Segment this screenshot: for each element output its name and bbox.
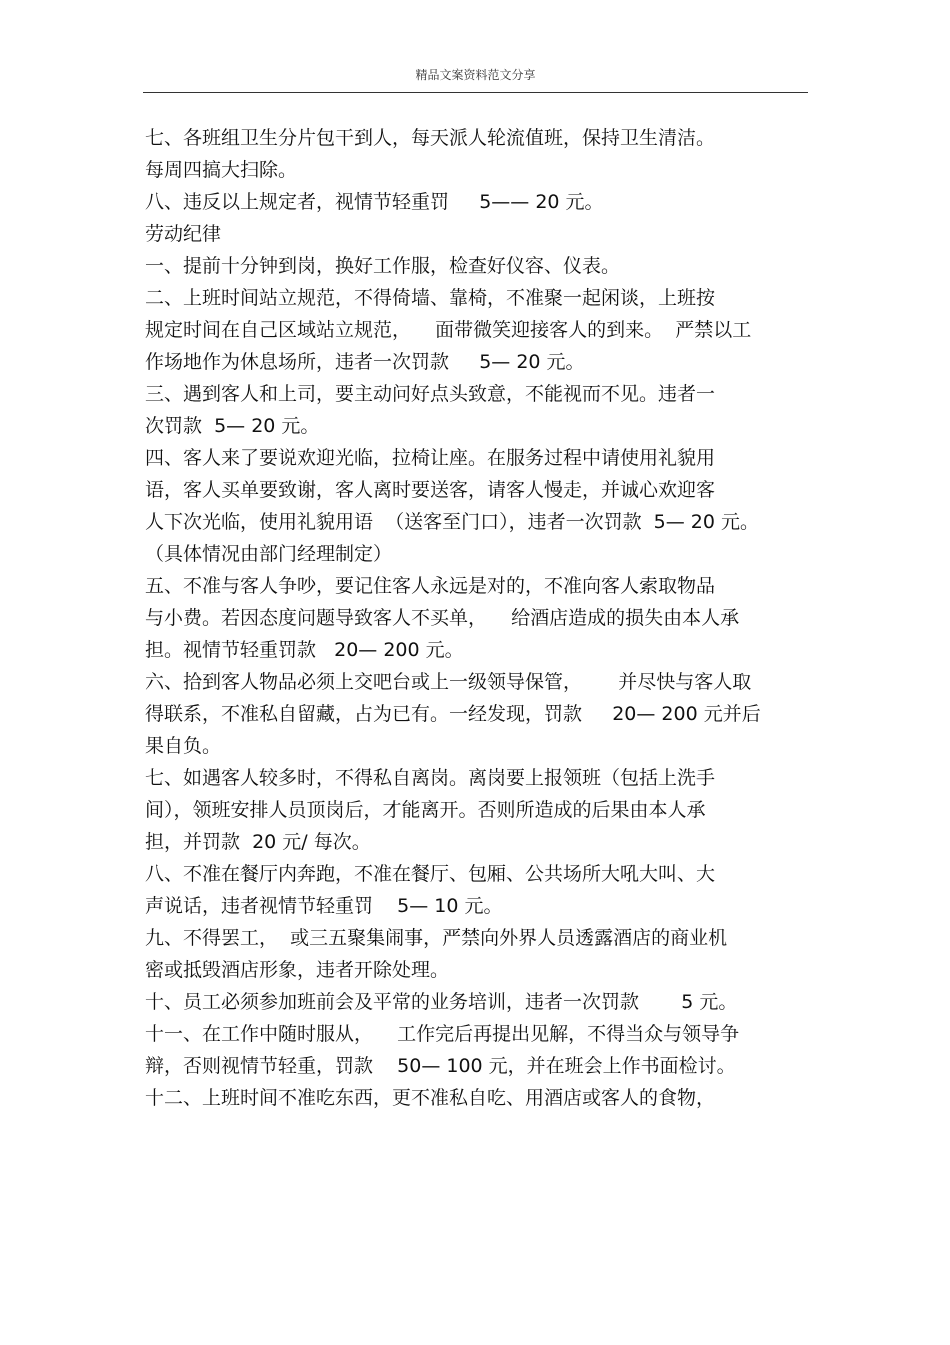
text-line: 九、不得罢工， 或三五聚集闹事，严禁向外界人员透露酒店的商业机: [145, 927, 728, 949]
text-line: 得联系，不准私自留藏，占为已有。一经发现，罚款 20— 200 元并后: [145, 703, 761, 725]
text-line: 四、客人来了要说欢迎光临，拉椅让座。在服务过程中请使用礼貌用: [145, 447, 716, 469]
text-line: 三、遇到客人和上司，要主动问好点头致意，不能视而不见。违者一: [145, 383, 716, 405]
text-line: 作场地作为休息场所，违者一次罚款 5— 20 元。: [145, 351, 585, 373]
header-text: 精品文案资料范文分享: [415, 68, 536, 82]
text-line: 声说话，违者视情节轻重罚 5— 10 元。: [145, 895, 503, 917]
text-line: 八、违反以上规定者，视情节轻重罚 5—— 20 元。: [145, 191, 604, 213]
text-line: 次罚款 5— 20 元。: [145, 415, 320, 437]
document-body: [145, 122, 825, 1114]
text-line: 十一、在工作中随时服从， 工作完后再提出见解，不得当众与领导争: [145, 1023, 740, 1045]
text-line: 七、各班组卫生分片包干到人，每天派人轮流值班，保持卫生清洁。: [145, 127, 716, 149]
text-line: 辩，否则视情节轻重，罚款 50— 100 元，并在班会上作书面检讨。: [145, 1055, 736, 1077]
text-line: 间），领班安排人员顶岗后，才能离开。否则所造成的后果由本人承: [145, 799, 706, 821]
text-line: 规定时间在自己区域站立规范， 面带微笑迎接客人的到来。 严禁以工: [145, 319, 752, 341]
text-line: 十二、上班时间不准吃东西，更不准私自吃、用酒店或客人的食物，: [145, 1087, 716, 1109]
text-line: 十、员工必须参加班前会及平常的业务培训，违者一次罚款 5 元。: [145, 991, 738, 1013]
text-line: （具体情况由部门经理制定）: [145, 543, 393, 565]
text-line: 一、提前十分钟到岗，换好工作服，检查好仪容、仪表。: [145, 255, 621, 277]
text-line: 五、不准与客人争吵，要记住客人永远是对的，不准向客人索取物品: [145, 575, 716, 597]
text-line: 人下次光临，使用礼貌用语 （送客至门口），违者一次罚款 5— 20 元。: [145, 511, 760, 533]
text-line: 密或抵毁酒店形象，违者开除处理。: [145, 959, 450, 981]
text-line: 担。视情节轻重罚款 20— 200 元。: [145, 639, 464, 661]
text-line: 担，并罚款 20 元/ 每次。: [145, 831, 371, 853]
section-heading: 劳动纪律: [145, 223, 222, 245]
text-line: 八、不准在餐厅内奔跑，不准在餐厅、包厢、公共场所大吼大叫、大: [145, 863, 716, 885]
text-line: 语，客人买单要致谢，客人离时要送客，请客人慢走，并诚心欢迎客: [145, 479, 716, 501]
text-line: 七、如遇客人较多时，不得私自离岗。离岗要上报领班（包括上洗手: [145, 767, 716, 789]
page-header: [143, 62, 808, 93]
text-line: 六、拾到客人物品必须上交吧台或上一级领导保管， 并尽快与客人取: [145, 671, 752, 693]
text-line: 与小费。若因态度问题导致客人不买单， 给酒店造成的损失由本人承: [145, 607, 740, 629]
text-line: 每周四搞大扫除。: [145, 159, 298, 181]
text-line: 果自负。: [145, 735, 222, 757]
text-line: 二、上班时间站立规范，不得倚墙、靠椅，不准聚一起闲谈，上班按: [145, 287, 716, 309]
